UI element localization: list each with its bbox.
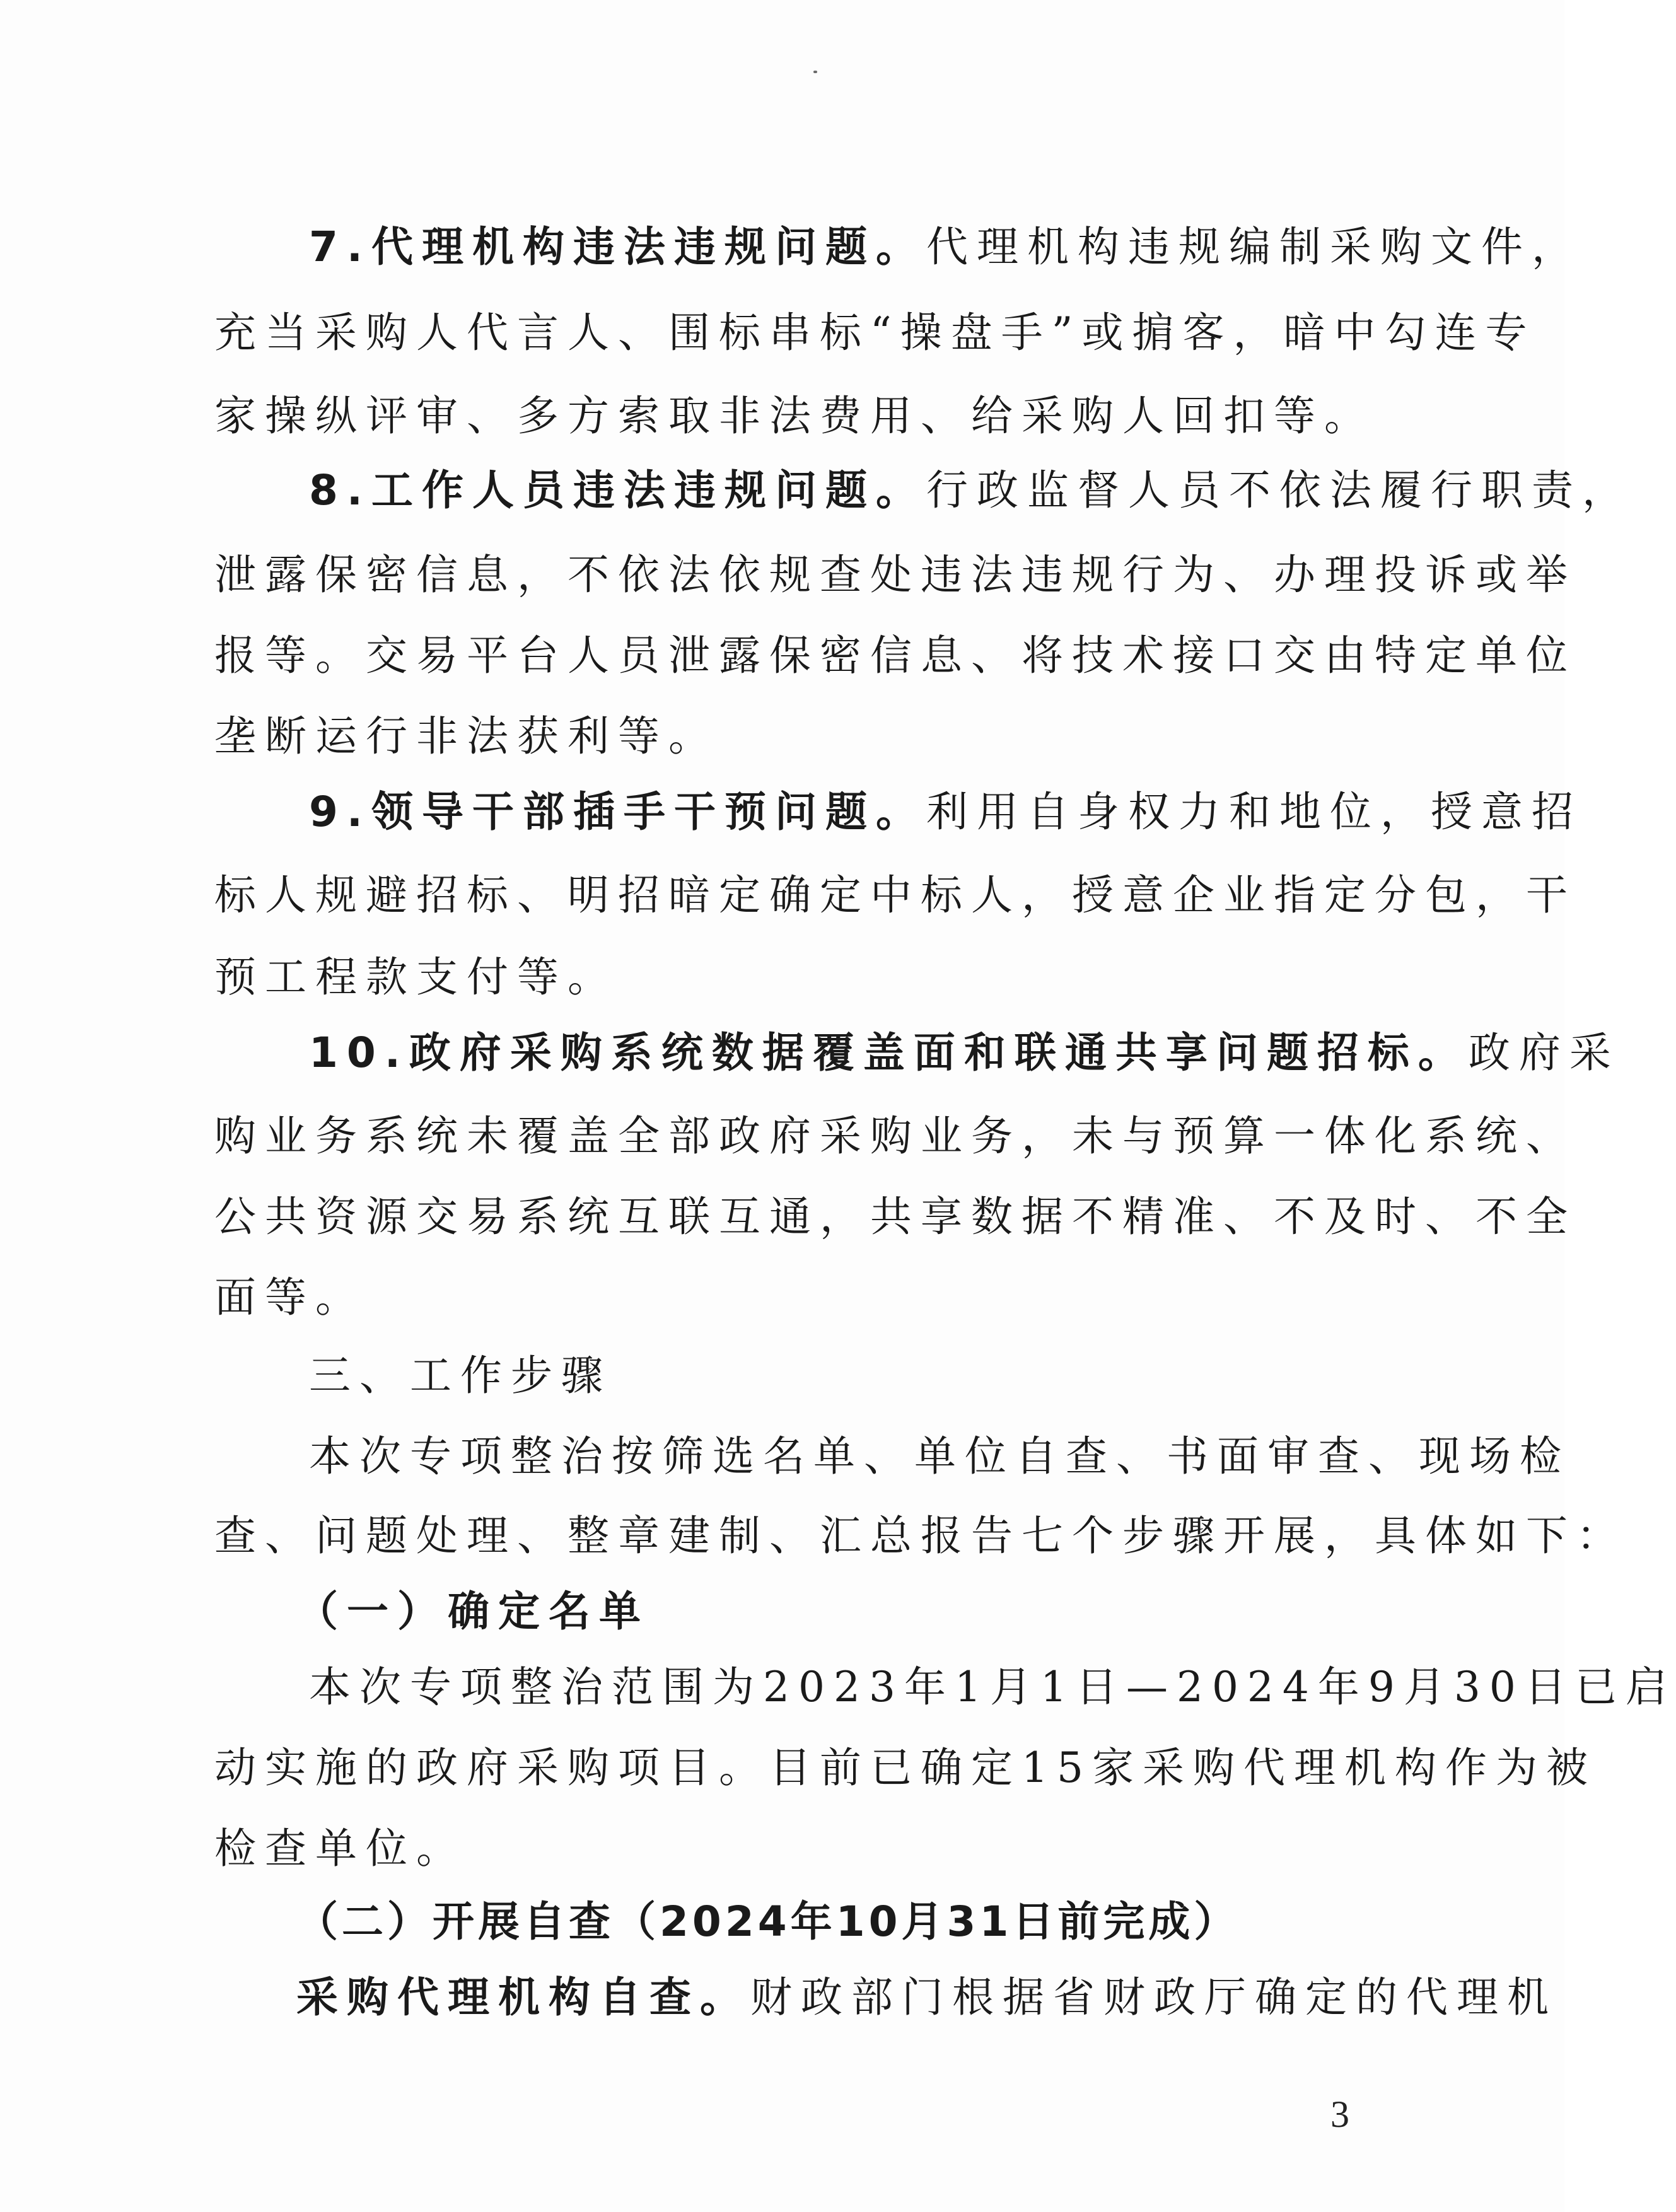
item-10-heading: 10.政府采购系统数据覆盖面和联通共享问题招标。 [309,1028,1469,1077]
item-9-first-line [309,787,1582,837]
subsection-two-lead: 采购代理机构自查。 [296,1973,750,2022]
item-7-text: 代理机构违规编制采购文件， [926,223,1582,271]
page-number: 3 [1330,2093,1349,2135]
item-9-text: 利用自身权力和地位，授意招 [926,788,1582,836]
subsection-two-title: （二）开展自查（2024年10月31日前完成） [296,1897,1240,1946]
section-three-title: 三、工作步骤 [309,1351,612,1400]
item-10-first-line [309,1028,1620,1078]
item-7-first-line [309,222,1582,272]
scan-mark [813,71,817,73]
item-7-line-2: 充当采购人代言人、围标串标“操盘手”或掮客，暗中勾连专 [214,308,1536,357]
subsection-one-title: （一）确定名单 [296,1587,649,1636]
item-8-line-3: 报等。交易平台人员泄露保密信息、将技术接口交由特定单位 [214,631,1576,680]
item-10-line-3: 公共资源交易系统互联互通，共享数据不精准、不及时、不全 [214,1192,1576,1241]
item-8-line-4: 垄断运行非法获利等。 [214,712,719,760]
item-9-heading: 9.领导干部插手干预问题。 [309,788,926,836]
item-8-first-line [309,465,1632,516]
section-three-intro-line-1: 本次专项整治按筛选名单、单位自查、书面审查、现场检 [309,1432,1570,1481]
item-8-heading: 8.工作人员违法违规问题。 [309,466,926,515]
subsection-two-first-line [296,1972,1557,2023]
item-10-text: 政府采 [1468,1028,1620,1077]
item-8-line-2: 泄露保密信息，不依法依规查处违法违规行为、办理投诉或举 [214,550,1576,599]
item-7-line-3: 家操纵评审、多方索取非法费用、给采购人回扣等。 [214,392,1375,440]
subsection-one-line-1: 本次专项整治范围为2023年1月1日—2024年9月30日已启 [309,1663,1676,1711]
subsection-two-lead-rest: 财政部门根据省财政厅确定的代理机 [750,1973,1557,2022]
subsection-one-line-3: 检查单位。 [214,1824,467,1873]
item-10-line-4: 面等。 [214,1273,366,1322]
item-9-line-2: 标人规避招标、明招暗定确定中标人，授意企业指定分包，干 [214,871,1576,919]
section-three-intro-line-2: 查、问题处理、整章建制、汇总报告七个步骤开展，具体如下： [214,1511,1627,1560]
item-10-line-2: 购业务系统未覆盖全部政府采购业务，未与预算一体化系统、 [214,1112,1576,1160]
subsection-one-line-2: 动实施的政府采购项目。目前已确定15家采购代理机构作为被 [214,1743,1597,1792]
item-8-text: 行政监督人员不依法履行职责， [926,466,1632,515]
item-9-line-3: 预工程款支付等。 [214,953,618,1001]
item-7-heading: 7.代理机构违法违规问题。 [309,223,926,271]
